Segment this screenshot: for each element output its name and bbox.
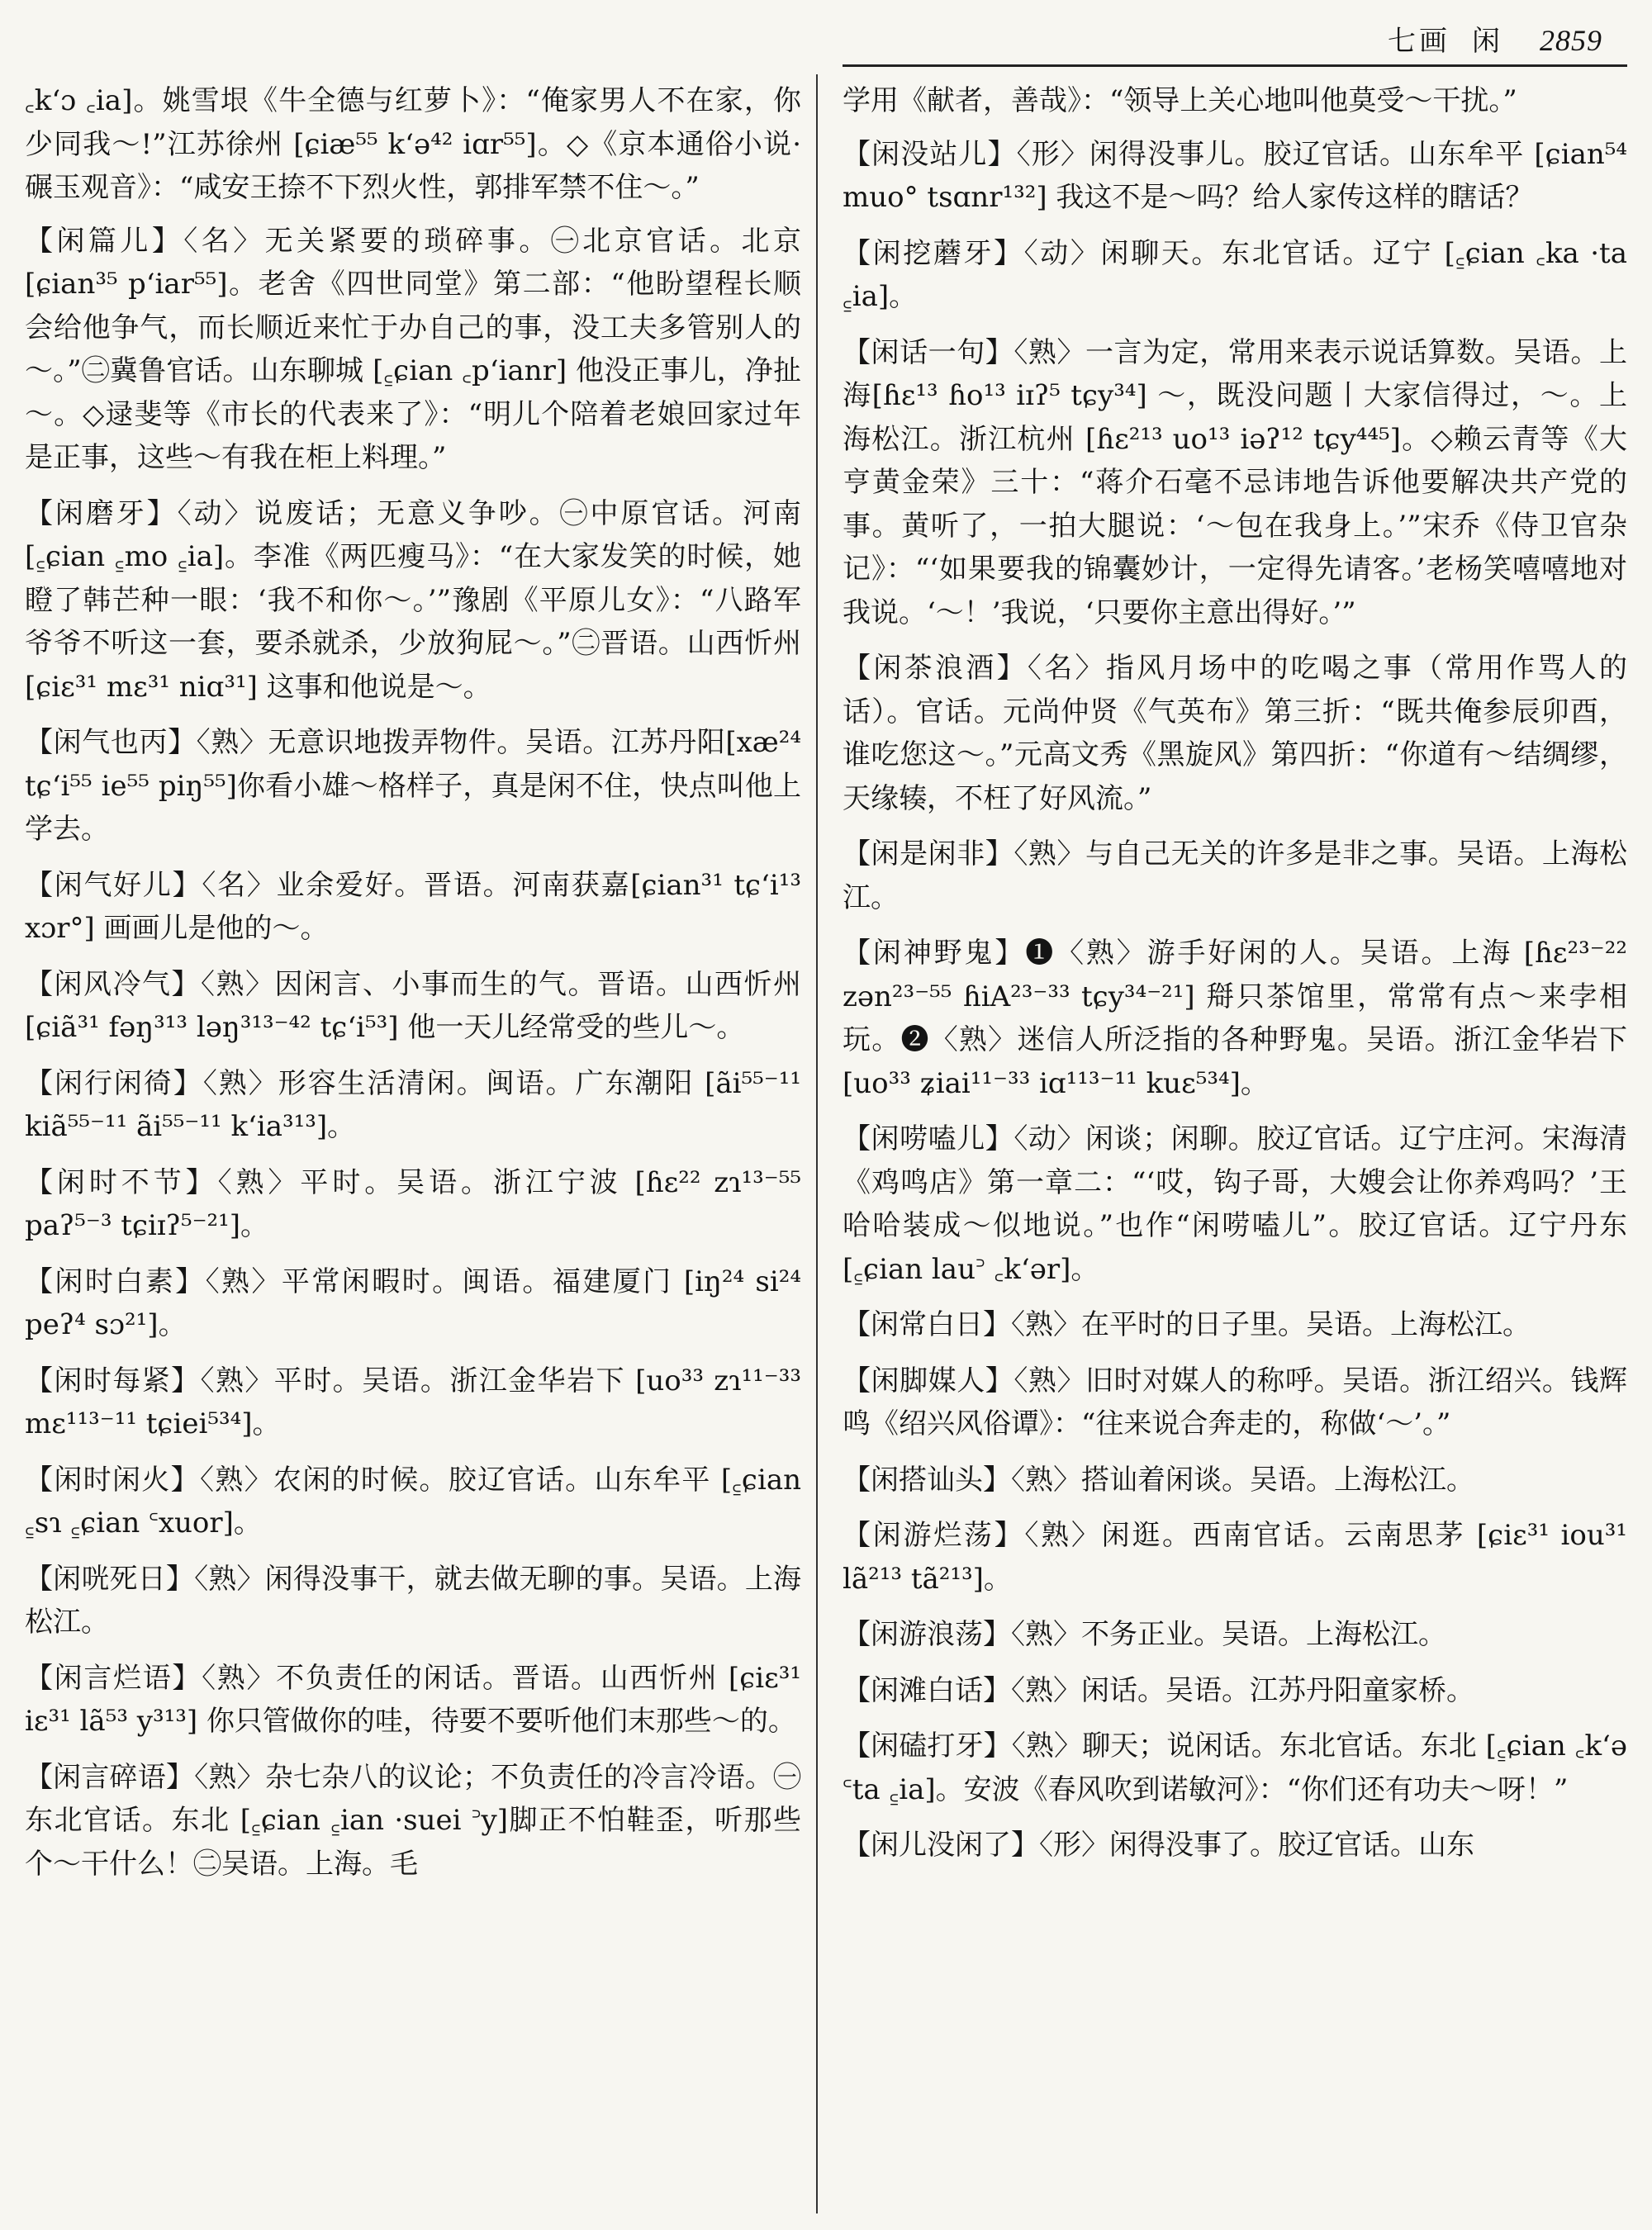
dictionary-entry: 【闲时每紧】〈熟〉平时。吴语。浙江金华岩下 [uo³³ zɿ¹¹⁻³³ mɛ¹¹³⁻¹¹ tɕiei⁵³⁴]。 bbox=[25, 1364, 801, 1440]
column-divider bbox=[816, 74, 818, 2213]
dictionary-entry: 【闲神野鬼】❶〈熟〉游手好闲的人。吴语。上海 [ɦɛ²³⁻²² zən²³⁻⁵⁵ ɦiA²³⁻³³ tɕy³⁴⁻²¹] 搿只茶馆里，常常有点～来孛相玩。❷〈熟〉迷信人所泛指的各种野鬼。吴语。浙江金华岩下 [uo³³ ʑiai¹¹⁻³³ iɑ¹¹³⁻¹¹ kuɛ⁵³⁴]。 bbox=[843, 937, 1627, 1100]
dictionary-entry: 【闲言烂语】〈熟〉不负责任的闲话。晋语。山西忻州 [ɕiɛ³¹ iɛ³¹ lã⁵³ y³¹³] 你只管做你的哇，待要不要听他们末那些～的。 bbox=[25, 1661, 801, 1738]
dictionary-entry: 【闲滩白话】〈熟〉闲话。吴语。江苏丹阳童家桥。 bbox=[843, 1673, 1474, 1707]
dictionary-entry: 【闲游浪荡】〈熟〉不务正业。吴语。上海松江。 bbox=[843, 1618, 1446, 1651]
dictionary-entry: 【闲儿没闲了】〈形〉闲得没事了。胶辽官话。山东 bbox=[843, 1829, 1474, 1862]
header-rule bbox=[843, 64, 1627, 67]
dictionary-entry: 【闲游烂荡】〈熟〉闲逛。西南官话。云南思茅 [ɕiɛ³¹ iou³¹ lã²¹³ tã²¹³]。 bbox=[843, 1519, 1627, 1596]
dictionary-entry: 【闲咣死日】〈熟〉闲得没事干，就去做无聊的事。吴语。上海松江。 bbox=[25, 1562, 801, 1639]
dictionary-entry: 【闲言碎语】〈熟〉杂七杂八的议论；不负责任的冷言冷语。㊀东北官话。东北 [꜁ɕian ꜁ian ·suei ꜄y]脚正不怕鞋歪，听那些个～干什么！㊁吴语。上海。毛 bbox=[25, 1760, 801, 1881]
dictionary-entry: 【闲气也丙】〈熟〉无意识地拨弄物件。吴语。江苏丹阳[xæ²⁴ tɕ‘i⁵⁵ ie⁵⁵ piŋ⁵⁵]你看小雄～格样子，真是闲不住，快点叫他上学去。 bbox=[25, 726, 801, 846]
dictionary-entry: 【闲是闲非】〈熟〉与自己无关的许多是非之事。吴语。上海松江。 bbox=[843, 837, 1627, 914]
dictionary-entry: 【闲气好儿】〈名〉业余爱好。晋语。河南获嘉[ɕian³¹ tɕ‘i¹³ xɔr°] 画画儿是他的～。 bbox=[25, 868, 801, 945]
dictionary-entry: 【闲磕打牙】〈熟〉聊天；说闲话。东北官话。东北 [꜁ɕian ꜀k‘ə ꜂ta ꜁ia]。安波《春风吹到诺敏河》：“你们还有功夫～呀！” bbox=[843, 1729, 1627, 1806]
dictionary-entry: 学用《献者，善哉》：“领导上关心地叫他莫受～干扰。” bbox=[843, 84, 1517, 117]
left-column bbox=[25, 79, 801, 2210]
dictionary-entry: 【闲时白素】〈熟〉平常闲暇时。闽语。福建厦门 [iŋ²⁴ si²⁴ peʔ⁴ sɔ²¹]。 bbox=[25, 1264, 801, 1341]
dictionary-entry: 【闲挖蘑牙】〈动〉闲聊天。东北官话。辽宁 [꜁ɕian ꜀ka ·ta ꜁ia]。 bbox=[843, 236, 1627, 313]
dictionary-entry: 【闲行闲徛】〈熟〉形容生活清闲。闽语。广东潮阳 [ãi⁵⁵⁻¹¹ kiã⁵⁵⁻¹¹ ãi⁵⁵⁻¹¹ k‘ia³¹³]。 bbox=[25, 1066, 801, 1143]
page-header bbox=[1388, 18, 1602, 64]
dictionary-entry: 【闲没站儿】〈形〉闲得没事儿。胶辽官话。山东牟平 [ɕian⁵⁴ muo° tsɑnr¹³²] 我这不是～吗？给人家传这样的瞎话？ bbox=[843, 137, 1627, 214]
dictionary-entry: 【闲常白日】〈熟〉在平时的日子里。吴语。上海松江。 bbox=[843, 1308, 1531, 1341]
dictionary-entry: 【闲时闲火】〈熟〉农闲的时候。胶辽官话。山东牟平 [꜁ɕian ꜁sɿ ꜁ɕian ꜂xuor]。 bbox=[25, 1463, 801, 1540]
right-column bbox=[843, 79, 1627, 2210]
dictionary-entry: 【闲脚媒人】〈熟〉旧时对媒人的称呼。吴语。浙江绍兴。钱辉鸣《绍兴风俗谭》：“往来说合奔走的，称做‘～’。” bbox=[843, 1364, 1627, 1440]
dictionary-entry: 【闲磨牙】〈动〉说废话；无意义争吵。㊀中原官话。河南 [꜁ɕian ꜁mo ꜁ia]。李准《两匹瘦马》：“在大家发笑的时候，她瞪了韩芒种一眼：‘我不和你～。’”豫剧《平原儿女》：“八路军爷爷不听这一套，要杀就杀，少放狗屁～。”㊁晋语。山西忻州 [ɕiɛ³¹ mɛ³¹ niɑ³¹] 这事和他说是～。 bbox=[25, 496, 801, 704]
dictionary-entry: 【闲篇儿】〈名〉无关紧要的琐碎事。㊀北京官话。北京 [ɕian³⁵ p‘iar⁵⁵]。老舍《四世同堂》第二部：“他盼望程长顺会给他争气，而长顺近来忙于办自己的事，没工夫多管别人的～。”㊁冀鲁官话。山东聊城 [꜁ɕian ꜀p‘ianr] 他没正事儿，净扯～。◇逯斐等《市长的代表来了》：“明儿个陪着老娘回家过年是正事，这些～有我在柜上料理。” bbox=[25, 224, 801, 474]
page-number: 2859 bbox=[1540, 24, 1602, 57]
dictionary-entry: 【闲时不节】〈熟〉平时。吴语。浙江宁波 [ɦɛ²² zɿ¹³⁻⁵⁵ paʔ⁵⁻³ tɕiɪʔ⁵⁻²¹]。 bbox=[25, 1165, 801, 1242]
dictionary-entry: 【闲茶浪酒】〈名〉指风月场中的吃喝之事（常用作骂人的话）。官话。元尚仲贤《气英布》第三折：“既共俺参辰卯酉，谁吃您这～。”元高文秀《黑旋风》第四折：“你道有～结绸缪，天缘辏，不枉了好风流。” bbox=[843, 652, 1627, 815]
dictionary-entry: ꜀k‘ɔ ꜀ia]。姚雪垠《牛全德与红萝卜》：“俺家男人不在家，你少同我～!”江苏徐州 [ɕiæ⁵⁵ k‘ə⁴² iɑr⁵⁵]。◇《京本通俗小说·碾玉观音》：“咸安王捺不下烈火性，郭排军禁不住～。” bbox=[25, 84, 801, 204]
dictionary-entry: 【闲唠嗑儿】〈动〉闲谈；闲聊。胶辽官话。辽宁庄河。宋海清《鸡鸣店》第一章二：“‘哎，钩子哥，大嫂会让你养鸡吗？’王哈哈装成～似地说。”也作“闲唠嗑儿”。胶辽官话。辽宁丹东 [꜁ɕian lau꜄ ꜀k‘ər]。 bbox=[843, 1122, 1627, 1286]
head-character: 闲 bbox=[1472, 25, 1503, 58]
dictionary-entry: 【闲搭讪头】〈熟〉搭讪着闲谈。吴语。上海松江。 bbox=[843, 1463, 1474, 1497]
section-label: 七画 bbox=[1388, 25, 1450, 58]
dictionary-entry: 【闲风冷气】〈熟〉因闲言、小事而生的气。晋语。山西忻州 [ɕiã³¹ fəŋ³¹³ ləŋ³¹³⁻⁴² tɕ‘i⁵³] 他一天儿经常受的些儿～。 bbox=[25, 967, 801, 1044]
dictionary-entry: 【闲话一句】〈熟〉一言为定，常用来表示说话算数。吴语。上海[ɦɛ¹³ ɦo¹³ iɪʔ⁵ tɕy³⁴] ～，既没问题丨大家信得过，～。上海松江。浙江杭州 [ɦɛ²¹³ uo¹³ iəʔ¹² tɕy⁴⁴⁵]。◇赖云青等《大亨黄金荣》三十：“蒋介石毫不忌讳地告诉他要解决共产党的事。黄听了，一拍大腿说：‘～包在我身上。’”宋乔《侍卫官杂记》：“‘如果要我的锦囊妙计，一定得先请客。’老杨笑嘻嘻地对我说。‘～！’我说，‘只要你主意出得好。’” bbox=[843, 335, 1627, 629]
